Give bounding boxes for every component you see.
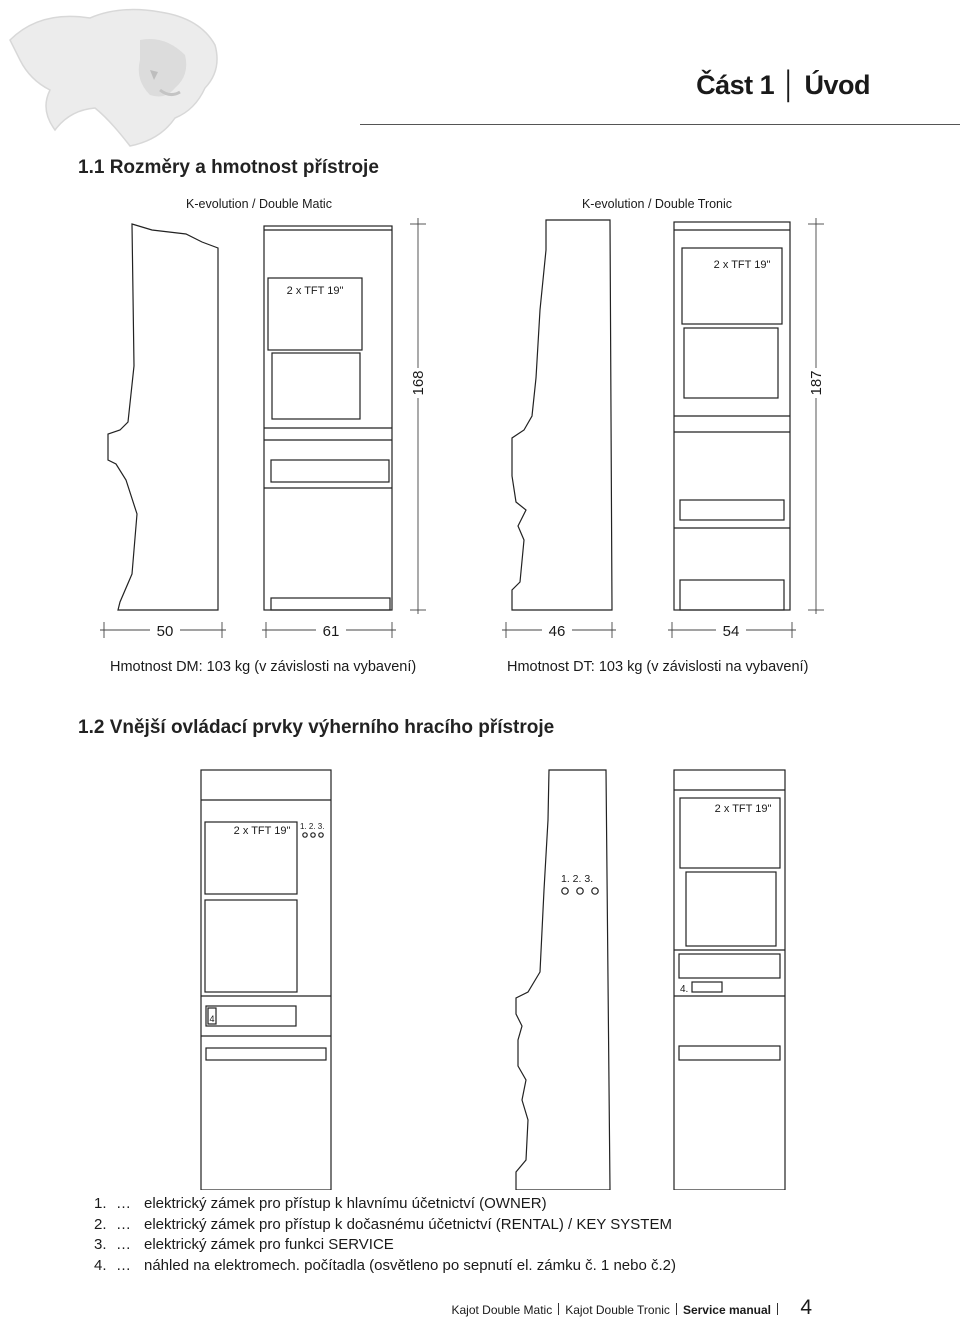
dt-weight-text: Hmotnost DT: 103 kg (v závislosti na vybavení) — [507, 659, 809, 675]
dt-depth-value: 46 — [548, 623, 566, 640]
footer-manual: Service manual — [682, 1303, 771, 1317]
dm-bottom-screen — [272, 353, 360, 419]
section-title-controls: 1.2 Vnější ovládací prvky výherního hracího přístroje — [78, 717, 555, 738]
dm-model-label: K-evolution / Double Matic — [186, 197, 332, 211]
dm-front-cabinet — [264, 226, 392, 610]
legend-item: 2. … elektrický zámek pro přístup k dočasnému účetnictví (RENTAL) / KEY SYSTEM — [94, 1215, 672, 1233]
dm-side-profile — [108, 224, 218, 610]
controls-legend — [94, 1194, 676, 1276]
chapter-title: Část 1 │ Úvod — [696, 70, 870, 100]
dt-controls-side — [516, 770, 610, 1190]
page-number: 4 — [800, 1296, 812, 1319]
footer-product-2: Kajot Double Tronic — [565, 1303, 670, 1317]
legend-item: 1. … elektrický zámek pro přístup k hlavnímu účetnictví (OWNER) — [94, 1195, 547, 1212]
dm-depth-value: 50 — [156, 623, 174, 640]
dt-controls-screen-label: 2 x TFT 19" — [714, 803, 772, 815]
page-footer — [451, 1303, 784, 1317]
panther-logo — [0, 0, 230, 150]
dt-model-label: K-evolution / Double Tronic — [581, 197, 733, 211]
dm-screen-label: 2 x TFT 19" — [286, 285, 344, 297]
dm-controls-screen-label: 2 x TFT 19" — [233, 825, 291, 837]
dt-bottom-screen — [684, 328, 778, 398]
lock-numbers-side: 1. 2. 3. — [561, 873, 594, 885]
dt-screen-label: 2 x TFT 19" — [713, 259, 771, 271]
footer-product-1: Kajot Double Matic — [451, 1303, 553, 1317]
dt-controls-cabinet — [674, 770, 785, 1190]
dt-height-value: 187 — [808, 370, 825, 396]
dm-width-value: 61 — [322, 623, 340, 640]
dt-side-profile — [512, 220, 612, 610]
dm-height-value: 168 — [410, 370, 427, 396]
dt-width-value: 54 — [722, 623, 740, 640]
legend-item: 4. … náhled na elektromech. počítadla (osvětleno po sepnutí el. zámku č. 1 nebo č.2) — [94, 1256, 676, 1274]
controls-diagram — [0, 760, 960, 1190]
header-divider — [360, 124, 960, 125]
section-title-dimensions: 1.1 Rozměry a hmotnost přístroje — [78, 157, 379, 178]
dimensions-diagram — [0, 190, 960, 690]
dm-weight-text: Hmotnost DM: 103 kg (v závislosti na vybavení) — [110, 659, 417, 675]
counter-mark: 4. — [680, 984, 689, 995]
counter-mark-box: 4 — [209, 1014, 215, 1024]
lock-numbers-small: 1. 2. 3. — [300, 822, 325, 831]
legend-item: 3. … elektrický zámek pro funkci SERVICE — [94, 1236, 394, 1253]
